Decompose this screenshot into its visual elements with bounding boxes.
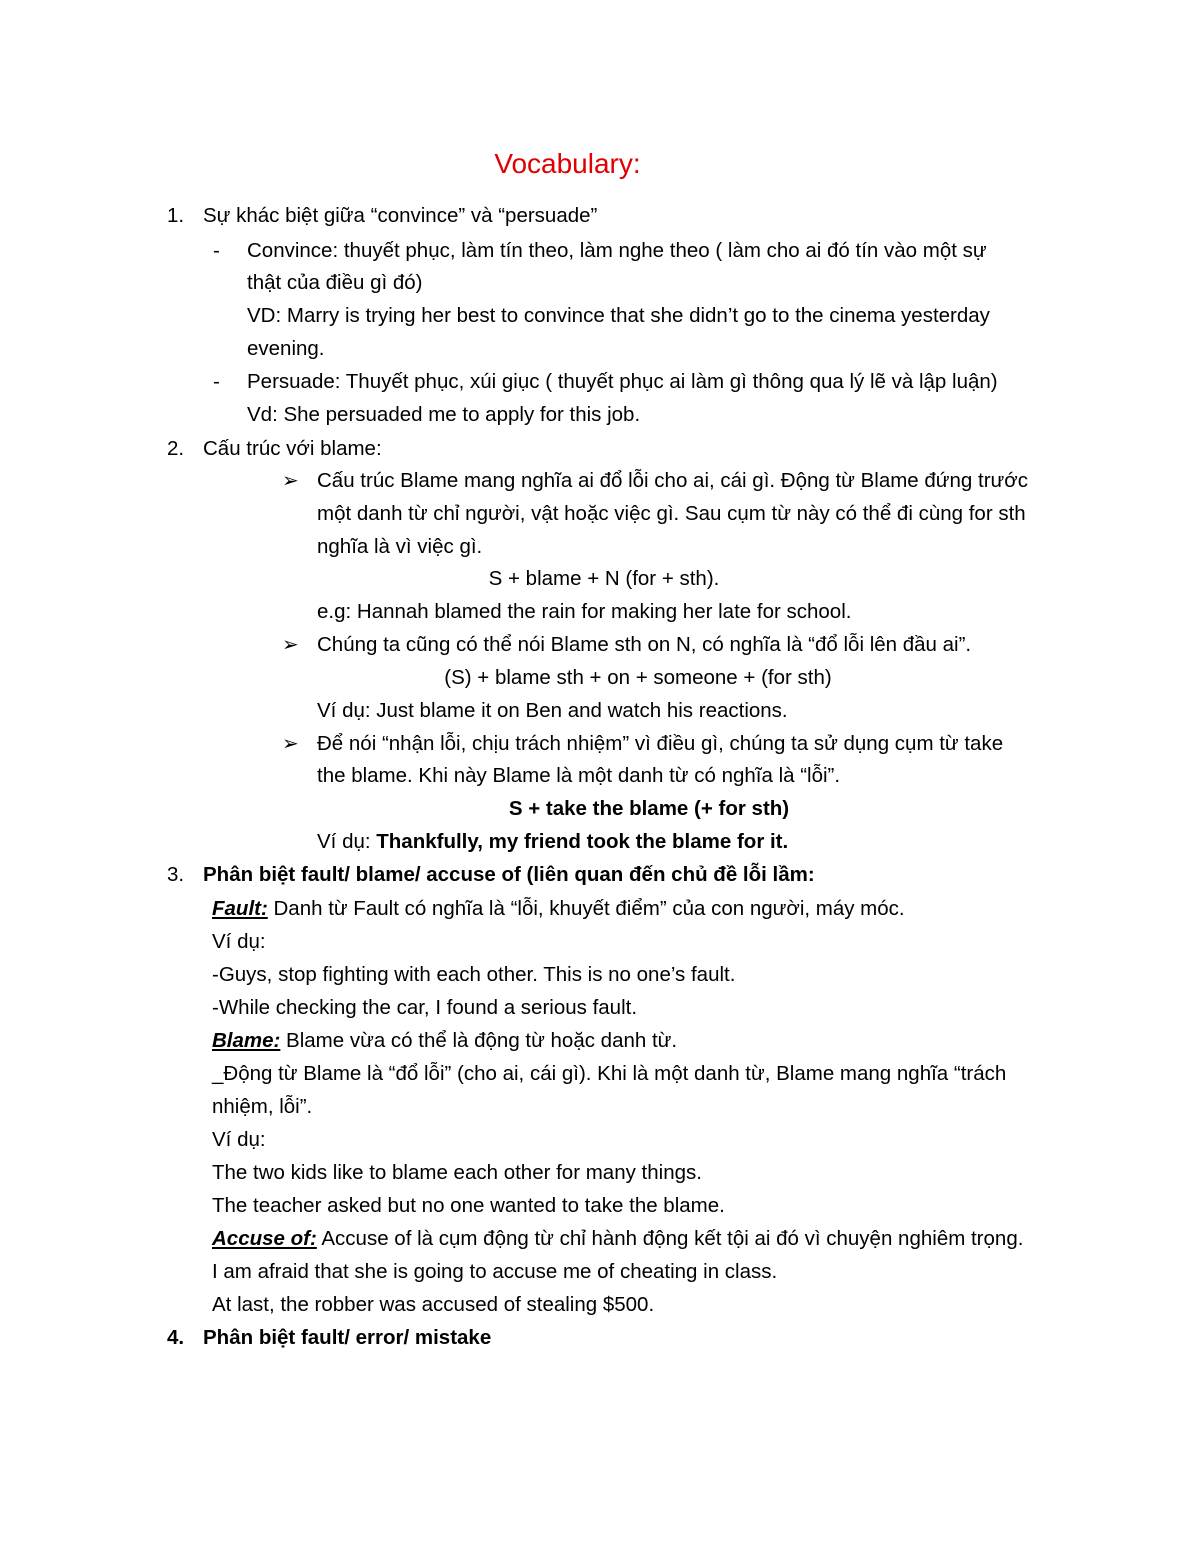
formula-take-the-blame: S + take the blame (+ for sth) (508, 797, 790, 820)
arrow-bullet-icon: ➢ (282, 733, 299, 755)
arrow-bullet-icon: ➢ (282, 634, 299, 656)
blame-structure-1-line-1: Cấu trúc Blame mang nghĩa ai đổ lỗi cho ai, cái gì. Động từ Blame đứng trước (317, 469, 1028, 492)
section-4-heading: Phân biệt fault/ error/ mistake (203, 1326, 492, 1349)
fault-definition (212, 896, 905, 922)
fault-definition-text: Danh từ Fault có nghĩa là “lỗi, khuyết điểm” của con người, máy móc. (267, 897, 905, 920)
dash-bullet: - (213, 239, 220, 262)
section-1-heading: Sự khác biệt giữa “convince” và “persuade” (203, 204, 598, 227)
convince-definition-line-2: thật của điều gì đó) (247, 271, 423, 294)
formula-blame-on: (S) + blame sth + on + someone + (for sth) (444, 666, 832, 689)
convince-example-line-2: evening. (247, 337, 325, 360)
convince-example-line-1: VD: Marry is trying her best to convince that she didn’t go to the cinema yesterday (247, 304, 990, 327)
blame-structure-3-line-2: the blame. Khi này Blame là một danh từ có nghĩa là “lỗi”. (317, 764, 841, 787)
section-2-number: 2. (167, 437, 185, 460)
section-2-heading: Cấu trúc với blame: (203, 437, 382, 460)
accuse-example-2: At last, the robber was accused of stealing $500. (212, 1293, 655, 1316)
section-1-number: 1. (167, 204, 185, 227)
fault-term: Fault: (212, 897, 268, 920)
blame-structure-2: Chúng ta cũng có thể nói Blame sth on N, có nghĩa là “đổ lỗi lên đầu ai”. (317, 633, 972, 656)
accuse-example-1: I am afraid that she is going to accuse me of cheating in class. (212, 1260, 778, 1283)
formula-blame-n: S + blame + N (for + sth). (488, 567, 720, 590)
page-title: Vocabulary: (494, 148, 641, 179)
blame-structure-1-line-3: nghĩa là vì việc gì. (317, 535, 483, 558)
example-label: Ví dụ: (212, 930, 266, 953)
section-3-number: 3. (167, 863, 185, 886)
dash-bullet: - (213, 370, 220, 393)
blame-example-1: e.g: Hannah blamed the rain for making her late for school. (317, 600, 852, 623)
blame-term: Blame: (212, 1029, 281, 1052)
persuade-example: Vd: She persuaded me to apply for this job. (247, 403, 641, 426)
blame-example-2: The teacher asked but no one wanted to take the blame. (212, 1194, 725, 1217)
blame-note-line-1: _Động từ Blame là “đổ lỗi” (cho ai, cái gì). Khi là một danh từ, Blame mang nghĩa “trách (212, 1062, 1007, 1085)
accuse-definition-text: Accuse of là cụm động từ chỉ hành động kết tội ai đó vì chuyện nghiêm trọng. (316, 1227, 1024, 1250)
blame-example-2: Ví dụ: Just blame it on Ben and watch his reactions. (317, 699, 788, 722)
example-label: Ví dụ: (212, 1128, 266, 1151)
blame-note-line-2: nhiệm, lỗi”. (212, 1095, 313, 1118)
blame-example-1: The two kids like to blame each other for many things. (212, 1161, 702, 1184)
fault-example-1: -Guys, stop fighting with each other. This is no one’s fault. (212, 963, 736, 986)
accuse-term: Accuse of: (212, 1227, 317, 1250)
blame-definition (212, 1028, 677, 1054)
example-text: Thankfully, my friend took the blame for it. (376, 830, 789, 853)
section-4-number: 4. (167, 1326, 185, 1349)
convince-definition-line-1: Convince: thuyết phục, làm tín theo, làm nghe theo ( làm cho ai đó tín vào một sự (247, 239, 987, 262)
accuse-definition (212, 1226, 1023, 1252)
arrow-bullet-icon: ➢ (282, 470, 299, 492)
blame-example-3 (317, 829, 788, 855)
blame-definition-text: Blame vừa có thể là động từ hoặc danh từ. (280, 1029, 678, 1052)
section-3-heading: Phân biệt fault/ blame/ accuse of (liên quan đến chủ đề lỗi lầm: (203, 863, 815, 886)
persuade-definition: Persuade: Thuyết phục, xúi giục ( thuyết phục ai làm gì thông qua lý lẽ và lập luận) (247, 370, 998, 393)
fault-example-2: -While checking the car, I found a serious fault. (212, 996, 638, 1019)
blame-structure-1-line-2: một danh từ chỉ người, vật hoặc việc gì. Sau cụm từ này có thể đi cùng for sth (317, 502, 1026, 525)
blame-structure-3-line-1: Để nói “nhận lỗi, chịu trách nhiệm” vì điều gì, chúng ta sử dụng cụm từ take (317, 732, 1004, 755)
example-label: Ví dụ: (317, 830, 377, 853)
